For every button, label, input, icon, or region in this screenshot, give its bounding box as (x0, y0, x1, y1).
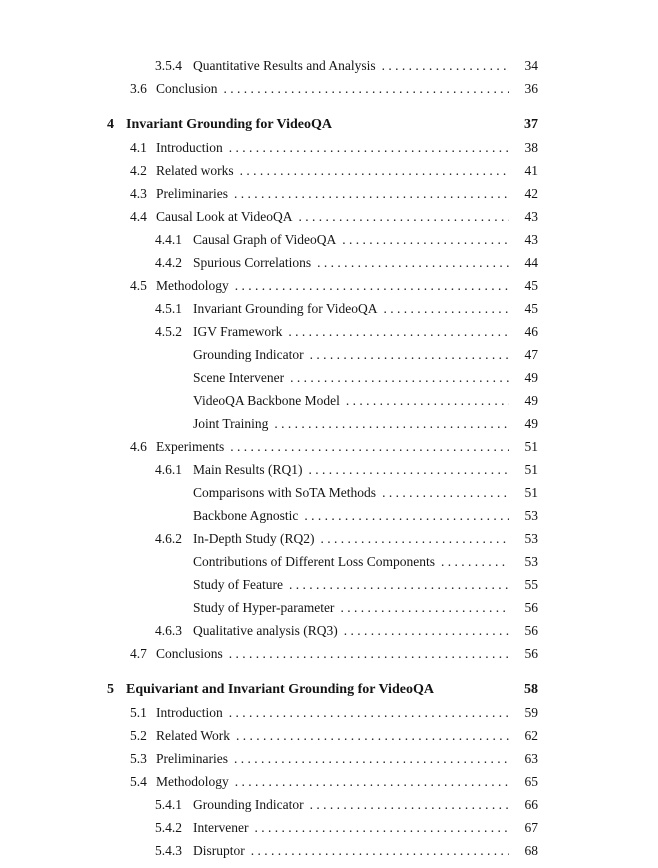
entry-title: Grounding Indicator (193, 797, 304, 812)
toc-entry-section (107, 136, 538, 159)
entry-number: 5.2 (130, 728, 147, 743)
entry-title: Invariant Grounding for VideoQA (193, 301, 378, 316)
dot-leader (382, 481, 509, 504)
entry-page-number: 49 (524, 416, 538, 431)
entry-number: 4.4.1 (155, 232, 182, 247)
entry-page-number: 53 (524, 554, 538, 569)
toc-entry-chapter (107, 678, 538, 701)
toc-entry-subsection (107, 320, 538, 343)
entry-title: Causal Look at VideoQA (156, 209, 293, 224)
entry-title: Preliminaries (156, 186, 228, 201)
dot-leader (382, 54, 509, 77)
entry-page-number: 38 (524, 140, 538, 155)
entry-title: Contributions of Different Loss Components (193, 554, 435, 569)
dot-leader (254, 816, 509, 839)
entry-title: Spurious Correlations (193, 255, 312, 270)
toc-entry-paragraph (107, 366, 538, 389)
entry-page-number: 44 (524, 255, 538, 270)
toc-entry-section (107, 274, 538, 297)
dot-leader (441, 550, 509, 573)
entry-page-number: 51 (524, 462, 538, 477)
entry-page-number: 46 (524, 324, 538, 339)
entry-page-number: 37 (524, 117, 538, 132)
dot-leader (342, 228, 509, 251)
entry-number: 4.5.1 (155, 301, 182, 316)
toc-entry-section (107, 182, 538, 205)
dot-leader (289, 573, 509, 596)
entry-page-number: 51 (524, 439, 538, 454)
toc-entry-paragraph (107, 412, 538, 435)
toc-entry-paragraph (107, 550, 538, 573)
dot-leader (321, 527, 510, 550)
entry-number: 5.4.1 (155, 797, 182, 812)
entry-title: Study of Hyper-parameter (193, 600, 335, 615)
entry-title: Disruptor (193, 843, 245, 858)
toc-entry-section (107, 435, 538, 458)
dot-leader (224, 77, 509, 100)
toc-entry-subsection (107, 839, 538, 862)
dot-leader (384, 297, 509, 320)
toc-entry-paragraph (107, 389, 538, 412)
entry-page-number: 55 (524, 577, 538, 592)
toc-entry-subsection (107, 619, 538, 642)
dot-leader (340, 596, 509, 619)
toc-entry-subsection (107, 54, 538, 77)
toc-entry-paragraph (107, 481, 538, 504)
entry-title: Joint Training (193, 416, 269, 431)
toc-entry-section (107, 747, 538, 770)
toc-entry-subsection (107, 527, 538, 550)
dot-leader (274, 412, 509, 435)
entry-number: 4 (107, 117, 114, 132)
entry-page-number: 43 (524, 232, 538, 247)
entry-page-number: 62 (524, 728, 538, 743)
entry-number: 5.3 (130, 751, 147, 766)
toc-entry-chapter (107, 113, 538, 136)
entry-title: Grounding Indicator (193, 347, 304, 362)
entry-page-number: 34 (524, 58, 538, 73)
entry-page-number: 41 (524, 163, 538, 178)
entry-page-number: 45 (524, 278, 538, 293)
dot-leader (290, 366, 509, 389)
toc-entry-paragraph (107, 504, 538, 527)
entry-number: 4.4.2 (155, 255, 182, 270)
entry-number: 3.5.4 (155, 58, 182, 73)
entry-page-number: 67 (524, 820, 538, 835)
toc-entry-paragraph (107, 596, 538, 619)
toc-entry-subsection (107, 297, 538, 320)
dot-leader (251, 839, 509, 862)
toc-entry-paragraph (107, 573, 538, 596)
entry-number: 5.4.2 (155, 820, 182, 835)
entry-page-number: 45 (524, 301, 538, 316)
entry-page-number: 56 (524, 623, 538, 638)
dot-leader (310, 793, 509, 816)
entry-title: VideoQA Backbone Model (193, 393, 340, 408)
entry-page-number: 56 (524, 600, 538, 615)
dot-leader (229, 642, 509, 665)
dot-leader (288, 320, 509, 343)
entry-page-number: 51 (524, 485, 538, 500)
entry-title: Main Results (RQ1) (193, 462, 303, 477)
dot-leader (235, 770, 509, 793)
table-of-contents (107, 54, 538, 862)
entry-number: 5.4.3 (155, 843, 182, 858)
dot-leader (310, 343, 509, 366)
entry-page-number: 66 (524, 797, 538, 812)
entry-title: Backbone Agnostic (193, 508, 299, 523)
toc-entry-section (107, 205, 538, 228)
entry-title: Related Work (156, 728, 231, 743)
entry-number: 4.3 (130, 186, 147, 201)
dot-leader (229, 701, 509, 724)
entry-number: 5.4 (130, 774, 147, 789)
entry-number: 4.6.1 (155, 462, 182, 477)
entry-number: 4.2 (130, 163, 147, 178)
dot-leader (240, 159, 509, 182)
toc-entry-section (107, 77, 538, 100)
entry-title: Study of Feature (193, 577, 283, 592)
entry-title: In-Depth Study (RQ2) (193, 531, 315, 546)
entry-number: 5 (107, 682, 114, 697)
entry-page-number: 49 (524, 370, 538, 385)
entry-page-number: 43 (524, 209, 538, 224)
toc-entry-section (107, 159, 538, 182)
entry-title: Related works (156, 163, 234, 178)
entry-number: 3.6 (130, 81, 147, 96)
entry-title: Conclusions (156, 646, 223, 661)
entry-number: 4.6.3 (155, 623, 182, 638)
toc-entry-section (107, 701, 538, 724)
entry-page-number: 58 (524, 682, 538, 697)
toc-entry-subsection (107, 251, 538, 274)
dot-leader (299, 205, 509, 228)
dot-leader (346, 389, 509, 412)
dot-leader (234, 182, 509, 205)
dot-leader (229, 136, 509, 159)
entry-title: Intervener (193, 820, 249, 835)
dot-leader (234, 747, 509, 770)
entry-page-number: 68 (524, 843, 538, 858)
dot-leader (344, 619, 509, 642)
entry-title: Experiments (156, 439, 225, 454)
entry-title: Preliminaries (156, 751, 228, 766)
toc-entry-subsection (107, 793, 538, 816)
entry-page-number: 49 (524, 393, 538, 408)
entry-title: Quantitative Results and Analysis (193, 58, 376, 73)
toc-entry-paragraph (107, 343, 538, 366)
dot-leader (304, 504, 509, 527)
entry-number: 4.4 (130, 209, 147, 224)
entry-number: 4.5 (130, 278, 147, 293)
entry-number: 5.1 (130, 705, 147, 720)
entry-number: 4.7 (130, 646, 147, 661)
toc-entry-section (107, 642, 538, 665)
entry-number: 4.5.2 (155, 324, 182, 339)
dot-leader (309, 458, 510, 481)
entry-page-number: 36 (524, 81, 538, 96)
dot-leader (235, 274, 509, 297)
entry-page-number: 47 (524, 347, 538, 362)
entry-number: 4.6 (130, 439, 147, 454)
dot-leader (230, 435, 509, 458)
entry-title: Comparisons with SoTA Methods (193, 485, 377, 500)
entry-title: IGV Framework (193, 324, 283, 339)
entry-page-number: 63 (524, 751, 538, 766)
entry-number: 4.1 (130, 140, 147, 155)
entry-title: Causal Graph of VideoQA (193, 232, 337, 247)
entry-title: Introduction (156, 705, 223, 720)
entry-title: Invariant Grounding for VideoQA (126, 117, 333, 132)
entry-page-number: 42 (524, 186, 538, 201)
entry-title: Scene Intervener (193, 370, 285, 385)
toc-entry-section (107, 724, 538, 747)
entry-number: 4.6.2 (155, 531, 182, 546)
entry-page-number: 53 (524, 508, 538, 523)
dot-leader (236, 724, 509, 747)
entry-title: Methodology (156, 774, 229, 789)
dot-leader (317, 251, 509, 274)
toc-entry-subsection (107, 228, 538, 251)
entry-title: Methodology (156, 278, 229, 293)
toc-entry-section (107, 770, 538, 793)
entry-title: Equivariant and Invariant Grounding for VideoQA (126, 682, 434, 697)
entry-page-number: 56 (524, 646, 538, 661)
entry-title: Introduction (156, 140, 223, 155)
toc-entry-subsection (107, 458, 538, 481)
entry-title: Qualitative analysis (RQ3) (193, 623, 338, 638)
entry-page-number: 59 (524, 705, 538, 720)
entry-page-number: 53 (524, 531, 538, 546)
entry-title: Conclusion (156, 81, 218, 96)
entry-page-number: 65 (524, 774, 538, 789)
toc-entry-subsection (107, 816, 538, 839)
